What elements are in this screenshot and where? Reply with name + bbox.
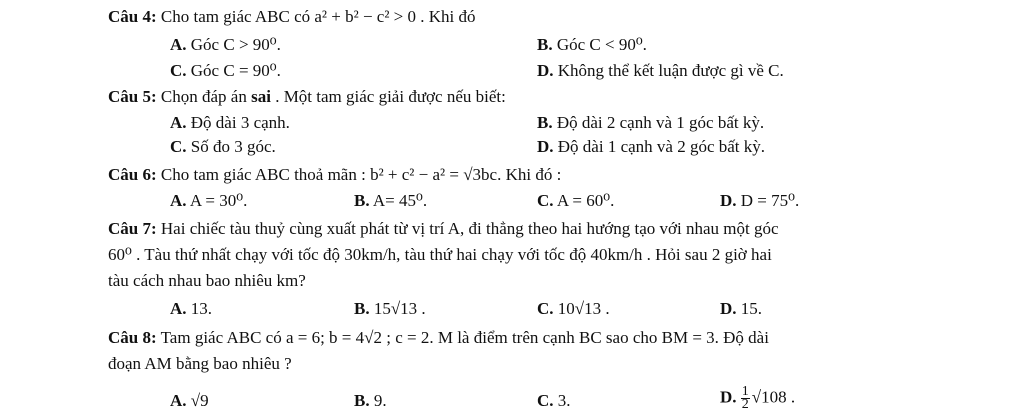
fraction: $\frac{1}{2}$	[741, 384, 749, 412]
question-6-math: b² + c² − a² = √3bc	[370, 165, 498, 184]
question-6-label: Câu 6:	[108, 165, 157, 184]
question-5-text: Chọn đáp án	[160, 87, 247, 106]
question-6-option-d: D. D = 75⁰.	[720, 191, 800, 210]
question-7-option-b: B. 15√13 .	[354, 299, 426, 318]
question-8-option-b: B. 9.	[354, 391, 387, 410]
question-4-option-c: C. Góc C = 90⁰.	[170, 61, 281, 80]
question-7-label: Câu 7:	[108, 219, 157, 238]
question-8-stem-line-1	[108, 327, 769, 349]
question-7-stem-line-1	[108, 218, 779, 240]
question-4-option-d: D. Không thể kết luận được gì về C.	[537, 61, 784, 80]
question-7-option-c: C. 10√13 .	[537, 299, 610, 318]
question-5-option-d: D. Độ dài 1 cạnh và 2 góc bất kỳ.	[537, 137, 766, 156]
question-6-text-end: . Khi đó :	[497, 165, 562, 184]
question-4-text-end: . Khi đó	[420, 7, 476, 26]
question-8-option-a: A. √9	[170, 391, 209, 410]
question-4-option-a: A. Góc C > 90⁰.	[170, 35, 281, 54]
question-7-option-a: A. 13.	[170, 299, 213, 318]
question-6-option-b: B. A= 45⁰.	[354, 191, 428, 210]
question-8-stem-line-2: đoạn AM bằng bao nhiêu ?	[108, 354, 292, 373]
question-6-option-c: C. A = 60⁰.	[537, 191, 615, 210]
question-5-text-end: . Một tam giác giải được nếu biết:	[275, 87, 506, 106]
question-5-option-c: C. Số đo 3 góc.	[170, 137, 276, 156]
question-4-math: a² + b² − c² > 0	[314, 7, 417, 26]
question-6-option-a: A. A = 30⁰.	[170, 191, 248, 210]
question-5-stem	[108, 86, 506, 108]
question-5-option-a: A. Độ dài 3 cạnh.	[170, 113, 290, 132]
question-5-label: Câu 5:	[108, 87, 157, 106]
question-4-label: Câu 4:	[108, 7, 157, 26]
question-7-text: Hai chiếc tàu thuỷ cùng xuất phát từ vị trí A, đi thẳng theo hai hướng tạo với nhau một góc	[160, 219, 779, 238]
question-8-option-d: D. $\frac{1}{2}$ √108 .	[720, 384, 796, 412]
question-4-text: Cho tam giác ABC có	[160, 7, 311, 26]
question-7-stem-line-3: tàu cách nhau bao nhiêu km?	[108, 271, 306, 290]
question-4-option-b: B. Góc C < 90⁰.	[537, 35, 647, 54]
question-6-text: Cho tam giác ABC thoả mãn :	[160, 165, 366, 184]
question-5-option-b: B. Độ dài 2 cạnh và 1 góc bất kỳ.	[537, 113, 765, 132]
question-8-label: Câu 8:	[108, 328, 157, 347]
question-7-option-d: D. 15.	[720, 299, 763, 318]
question-8-option-c: C. 3.	[537, 391, 571, 410]
question-7-stem-line-2: 60⁰ . Tàu thứ nhất chạy với tốc độ 30km/h, tàu thứ hai chạy với tốc độ 40km/h . Hỏi sau 2 giờ hai	[108, 245, 772, 264]
question-5-keyword: sai	[251, 87, 271, 106]
question-6-stem	[108, 164, 561, 186]
question-8-text: Tam giác ABC có a = 6; b = 4√2 ; c = 2. M là điểm trên cạnh BC sao cho BM = 3. Độ dài	[160, 328, 769, 347]
question-4-stem	[108, 6, 476, 28]
